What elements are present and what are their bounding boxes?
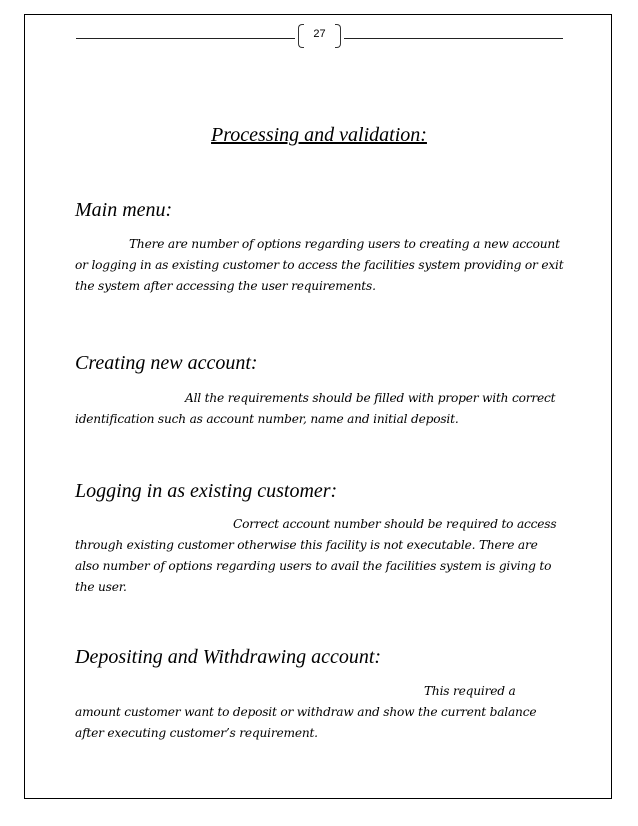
section-body-creating-new-account (75, 388, 565, 430)
section-heading-creating-new-account: Creating new account: (75, 352, 258, 374)
paragraph-line: or logging in as existing customer to access the facilities system providing or exit (75, 258, 564, 272)
paragraph-line: identification such as account number, name and initial deposit. (75, 412, 459, 426)
paragraph-line: the system after accessing the user requirements. (75, 279, 376, 293)
page-title: Processing and validation: (211, 124, 427, 146)
section-heading-logging-in: Logging in as existing customer: (75, 480, 338, 502)
paragraph-line: through existing customer otherwise this facility is not executable. There are (75, 538, 538, 552)
header-rule-left (76, 38, 295, 39)
paragraph-line: amount customer want to deposit or withdraw and show the current balance (75, 705, 537, 719)
paragraph-line: All the requirements should be filled with proper with correct (185, 391, 556, 405)
paragraph-line: Correct account number should be required to access (233, 517, 557, 531)
section-heading-main-menu: Main menu: (75, 199, 173, 221)
section-body-depositing-withdrawing (75, 681, 565, 744)
section-body-main-menu (75, 234, 565, 297)
paragraph-line: This required a (424, 684, 516, 698)
section-heading-depositing-withdrawing: Depositing and Withdrawing account: (75, 646, 382, 668)
page-number: 27 (313, 28, 326, 40)
section-body-logging-in (75, 514, 565, 598)
header-rule-right (344, 38, 563, 39)
paragraph-line: after executing customer’s requirement. (75, 726, 318, 740)
paragraph-line: the user. (75, 580, 127, 594)
paragraph-line: There are number of options regarding users to creating a new account (129, 237, 560, 251)
paragraph-line: also number of options regarding users to avail the facilities system is giving to (75, 559, 552, 573)
page-number-bracket-right (335, 24, 341, 48)
